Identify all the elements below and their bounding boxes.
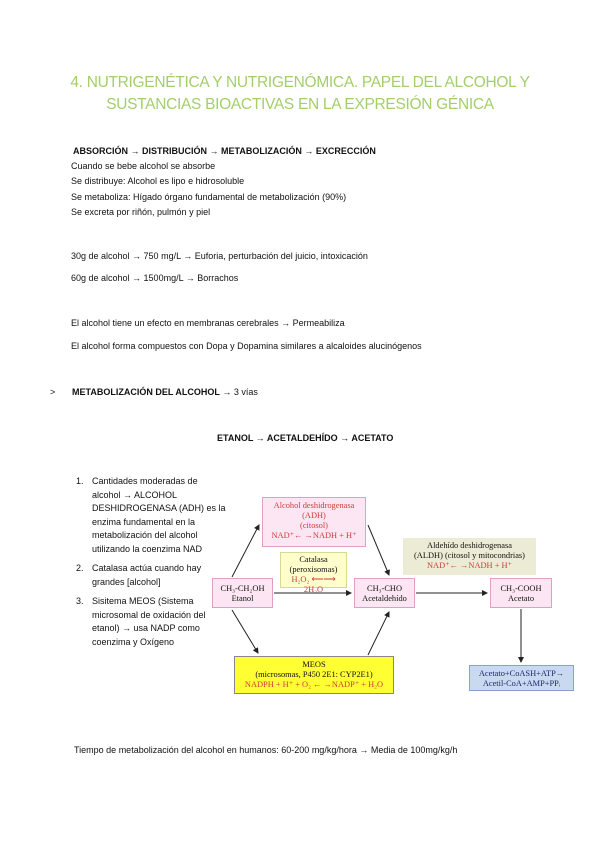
meos-name: MEOS (302, 660, 326, 669)
bullet-marker: > (50, 387, 56, 397)
meos-location: (microsomas, P450 2E1: CYP2E1) (255, 670, 373, 679)
etanol-name: Etanol (231, 594, 254, 603)
list-number: 3. (76, 596, 84, 606)
adh-location: (citosol) (300, 521, 328, 530)
adh-abbr: (ADH) (302, 511, 326, 520)
metab-heading-text: METABOLIZACIÓN DEL ALCOHOL (72, 387, 220, 397)
title-line-1: 4. NUTRIGENÉTICA Y NUTRIGENÓMICA. PAPEL DEL ALCOHOL Y (70, 74, 530, 91)
title-line-2: SUSTANCIAS BIOACTIVAS EN LA EXPRESIÓN GÉNICA (106, 96, 494, 113)
acetil-coa-line1: Acetato+CoASH+ATP→ (478, 669, 565, 678)
process-line: Se excreta por riñón, pulmón y piel (71, 207, 211, 217)
arrow-meos-to-acetaldehido (368, 612, 389, 655)
list-number: 2. (76, 563, 84, 573)
meos-cofactor: NADPH + H⁺ + O₂ ← →NADP⁺ + H₂O (244, 680, 384, 689)
aldh-name: Aldehído deshidrogenasa (427, 541, 512, 550)
process-line: Se distribuye: Alcohol es lipo e hidrosoluble (71, 176, 245, 186)
effect-line: El alcohol tiene un efecto en membranas cerebrales → Permeabiliza (71, 318, 345, 328)
effect-line: El alcohol forma compuestos con Dopa y Dopamina similares a alcaloides alucinógenos (71, 341, 422, 351)
aldh-location: (ALDH) (citosol y mitocondrias) (414, 551, 525, 560)
catalasa-reaction: H₂O₂ ⟵⟶ 2H₂O (291, 575, 336, 594)
arrow-etanol-to-meos (232, 610, 258, 653)
process-line: Se metaboliza: Hígado órgano fundamental de metabolización (90%) (71, 192, 347, 202)
acetaldehido-name: Acetaldehído (362, 594, 407, 603)
acetaldehido-formula: CH₃-CHO (366, 584, 403, 593)
process-line: Cuando se bebe alcohol se absorbe (71, 161, 216, 171)
acetil-coa-line2: Acetil-CoA+AMP+PPᵢ (482, 679, 561, 688)
footer-note: Tiempo de metabolización del alcohol en humanos: 60-200 mg/kg/hora → Media de 100mg/kg/h (74, 745, 458, 755)
list-text: Sisitema MEOS (Sistema microsomal de oxidación del etanol) → usa NADP como coenzima y Oxígeno (92, 596, 206, 647)
list-text: Catalasa actúa cuando hay grandes [alcohol] (92, 563, 202, 587)
pathway-heading: ETANOL → ACETALDEHÍDO → ACETATO (217, 433, 394, 443)
dose-line: 30g de alcohol → 750 mg/L → Euforia, perturbación del juicio, intoxicación (71, 251, 368, 261)
dose-line: 60g de alcohol → 1500mg/L → Borrachos (71, 273, 239, 283)
acetato-formula: CH₃-COOH (500, 584, 542, 593)
arrow-adh-to-acetaldehido (368, 525, 389, 575)
adh-name: Alcohol deshidrogenasa (273, 501, 355, 510)
etanol-formula: CH₃-CH₂OH (220, 584, 265, 593)
metab-heading-suffix: → 3 vías (222, 387, 258, 397)
aldh-cofactor: NAD⁺← →NADH + H⁺ (427, 561, 512, 570)
list-number: 1. (76, 476, 84, 486)
process-heading: ABSORCIÓN → DISTRIBUCIÓN → METABOLIZACIÓN → EXCRECCIÓN (73, 146, 376, 156)
acetato-name: Acetato (507, 594, 535, 603)
catalasa-name: Catalasa (299, 555, 328, 564)
list-text: Cantidades moderadas de alcohol → ALCOHOL DESHIDROGENASA (ADH) es la enzima fundamental en la metabolización del alcohol utilizando la coenzima NAD (92, 476, 226, 554)
catalasa-location: (peroxisomas) (289, 565, 338, 574)
adh-cofactor: NAD⁺← →NADH + H⁺ (271, 531, 357, 540)
arrow-etanol-to-adh (232, 525, 259, 577)
